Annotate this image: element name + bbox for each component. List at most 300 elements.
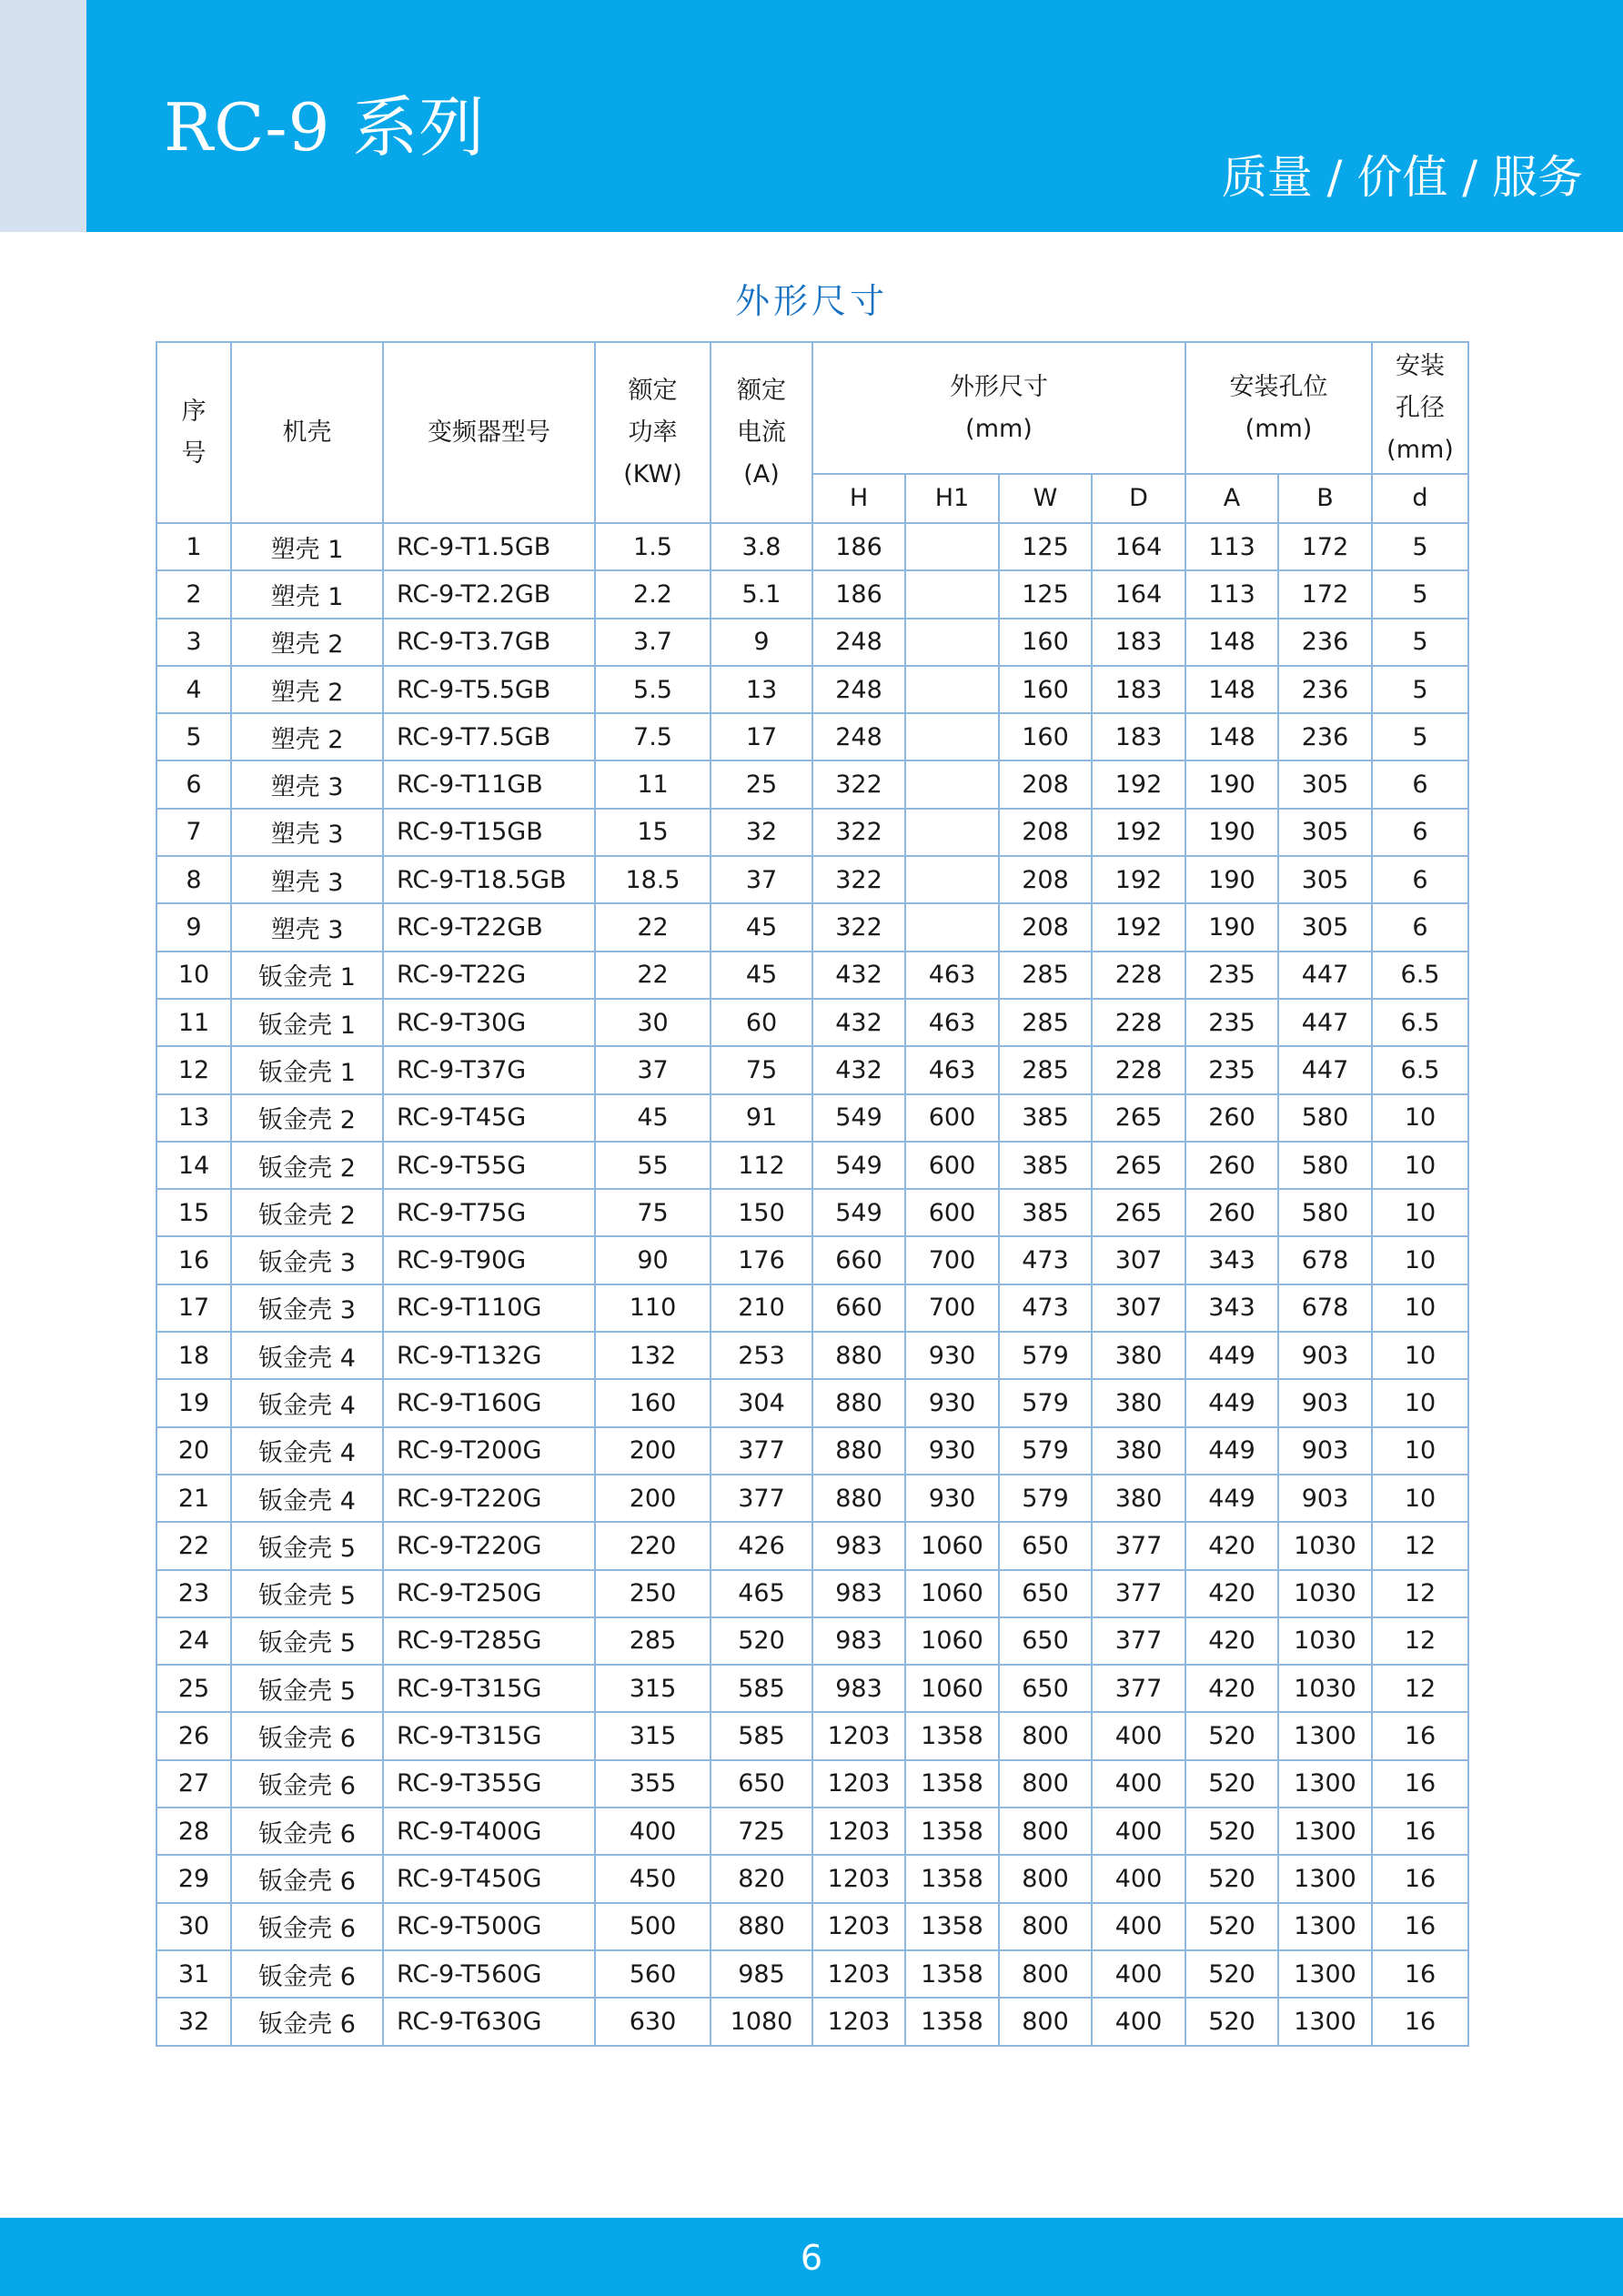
cell-d: 307: [1092, 1284, 1185, 1332]
cell-b: 236: [1278, 619, 1372, 666]
table-row: [156, 1665, 1468, 1712]
cell-power: 400: [595, 1808, 711, 1855]
cell-h1: [905, 713, 999, 760]
cell-model: RC-9-T75G: [383, 1189, 595, 1236]
cell-power: 18.5: [595, 856, 711, 903]
cell-h: 880: [812, 1475, 905, 1522]
cell-model: RC-9-T220G: [383, 1475, 595, 1522]
cell-h: 880: [812, 1427, 905, 1475]
cell-hole: 10: [1372, 1284, 1468, 1332]
cell-hole: 10: [1372, 1379, 1468, 1426]
cell-model: RC-9-T22G: [383, 952, 595, 999]
cell-d: 164: [1092, 570, 1185, 618]
cell-current: 75: [711, 1046, 812, 1093]
cell-housing: 钣金壳 1: [231, 1046, 383, 1093]
cell-d: 377: [1092, 1617, 1185, 1665]
cell-index: 3: [156, 619, 231, 666]
cell-power: 200: [595, 1427, 711, 1475]
table-row: [156, 1332, 1468, 1379]
table-row: [156, 1427, 1468, 1475]
cell-current: 45: [711, 952, 812, 999]
cell-power: 37: [595, 1046, 711, 1093]
cell-w: 650: [999, 1617, 1092, 1665]
subheader-h: H: [812, 474, 905, 523]
cell-h1: [905, 856, 999, 903]
table-row: [156, 619, 1468, 666]
cell-b: 447: [1278, 1046, 1372, 1093]
cell-w: 800: [999, 1903, 1092, 1950]
cell-power: 160: [595, 1379, 711, 1426]
cell-current: 150: [711, 1189, 812, 1236]
cell-housing: 钣金壳 4: [231, 1475, 383, 1522]
table-row: [156, 760, 1468, 808]
cell-model: RC-9-T15GB: [383, 809, 595, 856]
cell-index: 16: [156, 1236, 231, 1284]
table-row: [156, 1379, 1468, 1426]
header-rated-current: 额定 电流 (A): [711, 342, 812, 523]
cell-current: 585: [711, 1712, 812, 1759]
page-number: 6: [800, 2238, 823, 2278]
cell-housing: 塑壳 2: [231, 713, 383, 760]
cell-current: 253: [711, 1332, 812, 1379]
cell-a: 260: [1185, 1189, 1278, 1236]
cell-w: 125: [999, 570, 1092, 618]
cell-h1: 1358: [905, 1998, 999, 2045]
cell-hole: 12: [1372, 1665, 1468, 1712]
cell-h: 1203: [812, 1855, 905, 1902]
cell-hole: 5: [1372, 523, 1468, 570]
cell-a: 449: [1185, 1379, 1278, 1426]
cell-d: 228: [1092, 999, 1185, 1046]
cell-w: 125: [999, 523, 1092, 570]
cell-a: 235: [1185, 952, 1278, 999]
cell-hole: 10: [1372, 1475, 1468, 1522]
cell-current: 426: [711, 1522, 812, 1569]
cell-b: 678: [1278, 1284, 1372, 1332]
cell-power: 315: [595, 1665, 711, 1712]
cell-d: 228: [1092, 1046, 1185, 1093]
header-hole-diameter: 安装 孔径 (mm): [1372, 342, 1468, 474]
cell-index: 14: [156, 1142, 231, 1189]
cell-b: 1030: [1278, 1570, 1372, 1617]
cell-hole: 10: [1372, 1189, 1468, 1236]
cell-w: 285: [999, 952, 1092, 999]
cell-h: 322: [812, 760, 905, 808]
cell-power: 15: [595, 809, 711, 856]
header-rated-power: 额定 功率 (KW): [595, 342, 711, 523]
cell-w: 208: [999, 809, 1092, 856]
table-row: [156, 666, 1468, 713]
cell-a: 520: [1185, 1855, 1278, 1902]
table-row: [156, 952, 1468, 999]
cell-b: 903: [1278, 1332, 1372, 1379]
cell-model: RC-9-T110G: [383, 1284, 595, 1332]
cell-current: 91: [711, 1094, 812, 1142]
cell-hole: 12: [1372, 1617, 1468, 1665]
cell-w: 385: [999, 1142, 1092, 1189]
cell-d: 377: [1092, 1570, 1185, 1617]
cell-current: 37: [711, 856, 812, 903]
table-row: [156, 570, 1468, 618]
cell-h1: [905, 619, 999, 666]
cell-model: RC-9-T55G: [383, 1142, 595, 1189]
cell-b: 903: [1278, 1475, 1372, 1522]
cell-h1: 1060: [905, 1617, 999, 1665]
cell-b: 236: [1278, 713, 1372, 760]
cell-index: 19: [156, 1379, 231, 1426]
cell-power: 110: [595, 1284, 711, 1332]
cell-model: RC-9-T132G: [383, 1332, 595, 1379]
cell-housing: 钣金壳 6: [231, 1712, 383, 1759]
cell-b: 1030: [1278, 1617, 1372, 1665]
cell-a: 235: [1185, 999, 1278, 1046]
cell-power: 450: [595, 1855, 711, 1902]
cell-current: 210: [711, 1284, 812, 1332]
cell-housing: 钣金壳 2: [231, 1094, 383, 1142]
cell-index: 7: [156, 809, 231, 856]
cell-model: RC-9-T250G: [383, 1570, 595, 1617]
table-row: [156, 1522, 1468, 1569]
cell-h1: 1060: [905, 1665, 999, 1712]
cell-b: 1300: [1278, 1903, 1372, 1950]
cell-housing: 钣金壳 4: [231, 1427, 383, 1475]
cell-h: 983: [812, 1665, 905, 1712]
cell-model: RC-9-T30G: [383, 999, 595, 1046]
cell-w: 650: [999, 1570, 1092, 1617]
cell-h1: 600: [905, 1094, 999, 1142]
cell-a: 420: [1185, 1617, 1278, 1665]
cell-hole: 16: [1372, 1760, 1468, 1808]
cell-model: RC-9-T220G: [383, 1522, 595, 1569]
cell-h: 248: [812, 619, 905, 666]
cell-hole: 6: [1372, 903, 1468, 951]
cell-h1: 1358: [905, 1855, 999, 1902]
table-row: [156, 713, 1468, 760]
cell-h1: 1358: [905, 1903, 999, 1950]
table-row: [156, 1950, 1468, 1998]
cell-b: 1300: [1278, 1760, 1372, 1808]
cell-hole: 6.5: [1372, 952, 1468, 999]
cell-model: RC-9-T200G: [383, 1427, 595, 1475]
cell-index: 9: [156, 903, 231, 951]
cell-index: 22: [156, 1522, 231, 1569]
cell-housing: 钣金壳 6: [231, 1998, 383, 2045]
cell-a: 190: [1185, 856, 1278, 903]
cell-model: RC-9-T45G: [383, 1094, 595, 1142]
cell-h: 1203: [812, 1808, 905, 1855]
cell-h: 432: [812, 1046, 905, 1093]
cell-index: 12: [156, 1046, 231, 1093]
cell-a: 449: [1185, 1427, 1278, 1475]
table-row: [156, 1855, 1468, 1902]
cell-current: 304: [711, 1379, 812, 1426]
cell-current: 725: [711, 1808, 812, 1855]
cell-d: 400: [1092, 1998, 1185, 2045]
cell-power: 11: [595, 760, 711, 808]
header-mounting-holes: 安装孔位 (mm): [1185, 342, 1372, 474]
cell-b: 903: [1278, 1379, 1372, 1426]
cell-model: RC-9-T560G: [383, 1950, 595, 1998]
cell-h: 186: [812, 523, 905, 570]
cell-d: 380: [1092, 1332, 1185, 1379]
cell-h: 248: [812, 666, 905, 713]
cell-h1: [905, 570, 999, 618]
cell-current: 520: [711, 1617, 812, 1665]
cell-index: 6: [156, 760, 231, 808]
cell-a: 520: [1185, 1712, 1278, 1759]
cell-power: 132: [595, 1332, 711, 1379]
cell-power: 1.5: [595, 523, 711, 570]
cell-index: 32: [156, 1998, 231, 2045]
table-row: [156, 1903, 1468, 1950]
cell-h1: 930: [905, 1427, 999, 1475]
cell-w: 800: [999, 1712, 1092, 1759]
cell-h: 1203: [812, 1712, 905, 1759]
cell-power: 90: [595, 1236, 711, 1284]
cell-power: 22: [595, 952, 711, 999]
dimension-table: [156, 341, 1469, 2047]
cell-a: 420: [1185, 1570, 1278, 1617]
cell-a: 148: [1185, 619, 1278, 666]
cell-a: 260: [1185, 1142, 1278, 1189]
section-title: 外形尺寸: [734, 281, 888, 321]
cell-index: 25: [156, 1665, 231, 1712]
table-row: [156, 1094, 1468, 1142]
cell-d: 228: [1092, 952, 1185, 999]
cell-d: 380: [1092, 1379, 1185, 1426]
cell-b: 1300: [1278, 1712, 1372, 1759]
cell-a: 420: [1185, 1522, 1278, 1569]
page-header: [0, 0, 1623, 232]
cell-d: 400: [1092, 1760, 1185, 1808]
cell-model: RC-9-T90G: [383, 1236, 595, 1284]
cell-h: 432: [812, 952, 905, 999]
cell-housing: 钣金壳 4: [231, 1379, 383, 1426]
cell-power: 560: [595, 1950, 711, 1998]
cell-housing: 钣金壳 5: [231, 1570, 383, 1617]
cell-housing: 塑壳 3: [231, 760, 383, 808]
cell-d: 380: [1092, 1427, 1185, 1475]
cell-current: 1080: [711, 1998, 812, 2045]
cell-h1: [905, 760, 999, 808]
cell-d: 400: [1092, 1808, 1185, 1855]
table-row: [156, 1236, 1468, 1284]
cell-a: 520: [1185, 1950, 1278, 1998]
cell-a: 449: [1185, 1332, 1278, 1379]
header-slogan: 质量 / 价值 / 服务: [1221, 151, 1583, 204]
cell-h: 322: [812, 809, 905, 856]
table-row: [156, 523, 1468, 570]
cell-w: 800: [999, 1950, 1092, 1998]
cell-b: 305: [1278, 809, 1372, 856]
header-accent-strip: [0, 0, 86, 232]
header-housing: 机壳: [231, 342, 383, 523]
cell-h1: 700: [905, 1236, 999, 1284]
cell-b: 305: [1278, 856, 1372, 903]
cell-current: 377: [711, 1475, 812, 1522]
cell-a: 520: [1185, 1808, 1278, 1855]
cell-housing: 塑壳 2: [231, 666, 383, 713]
cell-w: 800: [999, 1998, 1092, 2045]
cell-index: 26: [156, 1712, 231, 1759]
cell-h: 660: [812, 1284, 905, 1332]
cell-hole: 16: [1372, 1712, 1468, 1759]
table-row: [156, 1284, 1468, 1332]
cell-b: 580: [1278, 1142, 1372, 1189]
cell-index: 11: [156, 999, 231, 1046]
cell-current: 465: [711, 1570, 812, 1617]
cell-a: 520: [1185, 1903, 1278, 1950]
cell-hole: 6.5: [1372, 1046, 1468, 1093]
cell-housing: 钣金壳 5: [231, 1522, 383, 1569]
cell-w: 473: [999, 1236, 1092, 1284]
cell-hole: 16: [1372, 1855, 1468, 1902]
cell-w: 800: [999, 1760, 1092, 1808]
cell-d: 192: [1092, 760, 1185, 808]
cell-h: 983: [812, 1522, 905, 1569]
cell-h1: 1358: [905, 1712, 999, 1759]
cell-hole: 10: [1372, 1427, 1468, 1475]
cell-h1: 600: [905, 1189, 999, 1236]
cell-index: 29: [156, 1855, 231, 1902]
cell-power: 5.5: [595, 666, 711, 713]
cell-housing: 钣金壳 2: [231, 1142, 383, 1189]
table-header: [156, 342, 1468, 523]
table-row: [156, 1189, 1468, 1236]
cell-index: 20: [156, 1427, 231, 1475]
cell-w: 385: [999, 1094, 1092, 1142]
cell-power: 200: [595, 1475, 711, 1522]
cell-housing: 钣金壳 1: [231, 999, 383, 1046]
cell-model: RC-9-T315G: [383, 1665, 595, 1712]
cell-h: 1203: [812, 1950, 905, 1998]
cell-hole: 12: [1372, 1522, 1468, 1569]
cell-b: 305: [1278, 760, 1372, 808]
cell-hole: 5: [1372, 619, 1468, 666]
cell-b: 172: [1278, 523, 1372, 570]
cell-housing: 钣金壳 1: [231, 952, 383, 999]
cell-current: 880: [711, 1903, 812, 1950]
cell-a: 113: [1185, 523, 1278, 570]
cell-hole: 5: [1372, 666, 1468, 713]
cell-power: 630: [595, 1998, 711, 2045]
table-row: [156, 1046, 1468, 1093]
cell-housing: 塑壳 2: [231, 619, 383, 666]
cell-hole: 6: [1372, 809, 1468, 856]
cell-w: 650: [999, 1665, 1092, 1712]
cell-h: 322: [812, 903, 905, 951]
cell-index: 8: [156, 856, 231, 903]
cell-h1: [905, 809, 999, 856]
cell-index: 4: [156, 666, 231, 713]
table-row: [156, 809, 1468, 856]
cell-h: 432: [812, 999, 905, 1046]
cell-w: 579: [999, 1332, 1092, 1379]
cell-index: 5: [156, 713, 231, 760]
cell-model: RC-9-T500G: [383, 1903, 595, 1950]
cell-d: 400: [1092, 1855, 1185, 1902]
cell-b: 236: [1278, 666, 1372, 713]
cell-d: 164: [1092, 523, 1185, 570]
cell-hole: 6: [1372, 760, 1468, 808]
subheader-a: A: [1185, 474, 1278, 523]
cell-index: 15: [156, 1189, 231, 1236]
cell-index: 30: [156, 1903, 231, 1950]
cell-a: 148: [1185, 666, 1278, 713]
cell-current: 985: [711, 1950, 812, 1998]
cell-d: 307: [1092, 1236, 1185, 1284]
subheader-h1: H1: [905, 474, 999, 523]
subheader-d: D: [1092, 474, 1185, 523]
cell-w: 800: [999, 1808, 1092, 1855]
cell-power: 315: [595, 1712, 711, 1759]
cell-h: 1203: [812, 1998, 905, 2045]
cell-w: 285: [999, 1046, 1092, 1093]
cell-h: 549: [812, 1189, 905, 1236]
cell-housing: 塑壳 3: [231, 856, 383, 903]
cell-w: 160: [999, 666, 1092, 713]
table-row: [156, 856, 1468, 903]
cell-model: RC-9-T450G: [383, 1855, 595, 1902]
cell-h: 1203: [812, 1903, 905, 1950]
cell-a: 449: [1185, 1475, 1278, 1522]
cell-d: 183: [1092, 619, 1185, 666]
table-row: [156, 1142, 1468, 1189]
cell-index: 17: [156, 1284, 231, 1332]
cell-index: 13: [156, 1094, 231, 1142]
cell-h: 983: [812, 1570, 905, 1617]
cell-b: 1300: [1278, 1998, 1372, 2045]
cell-model: RC-9-T400G: [383, 1808, 595, 1855]
cell-b: 1030: [1278, 1522, 1372, 1569]
cell-model: RC-9-T285G: [383, 1617, 595, 1665]
cell-index: 10: [156, 952, 231, 999]
cell-model: RC-9-T18.5GB: [383, 856, 595, 903]
cell-hole: 16: [1372, 1903, 1468, 1950]
cell-w: 208: [999, 856, 1092, 903]
cell-b: 580: [1278, 1189, 1372, 1236]
series-title: RC-9 系列: [164, 89, 486, 166]
cell-power: 220: [595, 1522, 711, 1569]
cell-power: 30: [595, 999, 711, 1046]
cell-housing: 钣金壳 2: [231, 1189, 383, 1236]
cell-a: 520: [1185, 1998, 1278, 2045]
cell-w: 160: [999, 713, 1092, 760]
cell-hole: 10: [1372, 1094, 1468, 1142]
cell-d: 377: [1092, 1522, 1185, 1569]
cell-h1: [905, 903, 999, 951]
cell-current: 650: [711, 1760, 812, 1808]
cell-housing: 钣金壳 5: [231, 1617, 383, 1665]
cell-d: 380: [1092, 1475, 1185, 1522]
table-row: [156, 1808, 1468, 1855]
cell-current: 32: [711, 809, 812, 856]
cell-power: 45: [595, 1094, 711, 1142]
cell-model: RC-9-T315G: [383, 1712, 595, 1759]
cell-h: 880: [812, 1332, 905, 1379]
cell-index: 1: [156, 523, 231, 570]
cell-d: 265: [1092, 1142, 1185, 1189]
cell-housing: 塑壳 1: [231, 570, 383, 618]
cell-h1: 1060: [905, 1570, 999, 1617]
table-row: [156, 1998, 1468, 2045]
cell-a: 113: [1185, 570, 1278, 618]
cell-hole: 6.5: [1372, 999, 1468, 1046]
table-body: [156, 523, 1468, 2046]
header-dimensions: 外形尺寸 (mm): [812, 342, 1185, 474]
cell-d: 265: [1092, 1189, 1185, 1236]
cell-hole: 10: [1372, 1332, 1468, 1379]
